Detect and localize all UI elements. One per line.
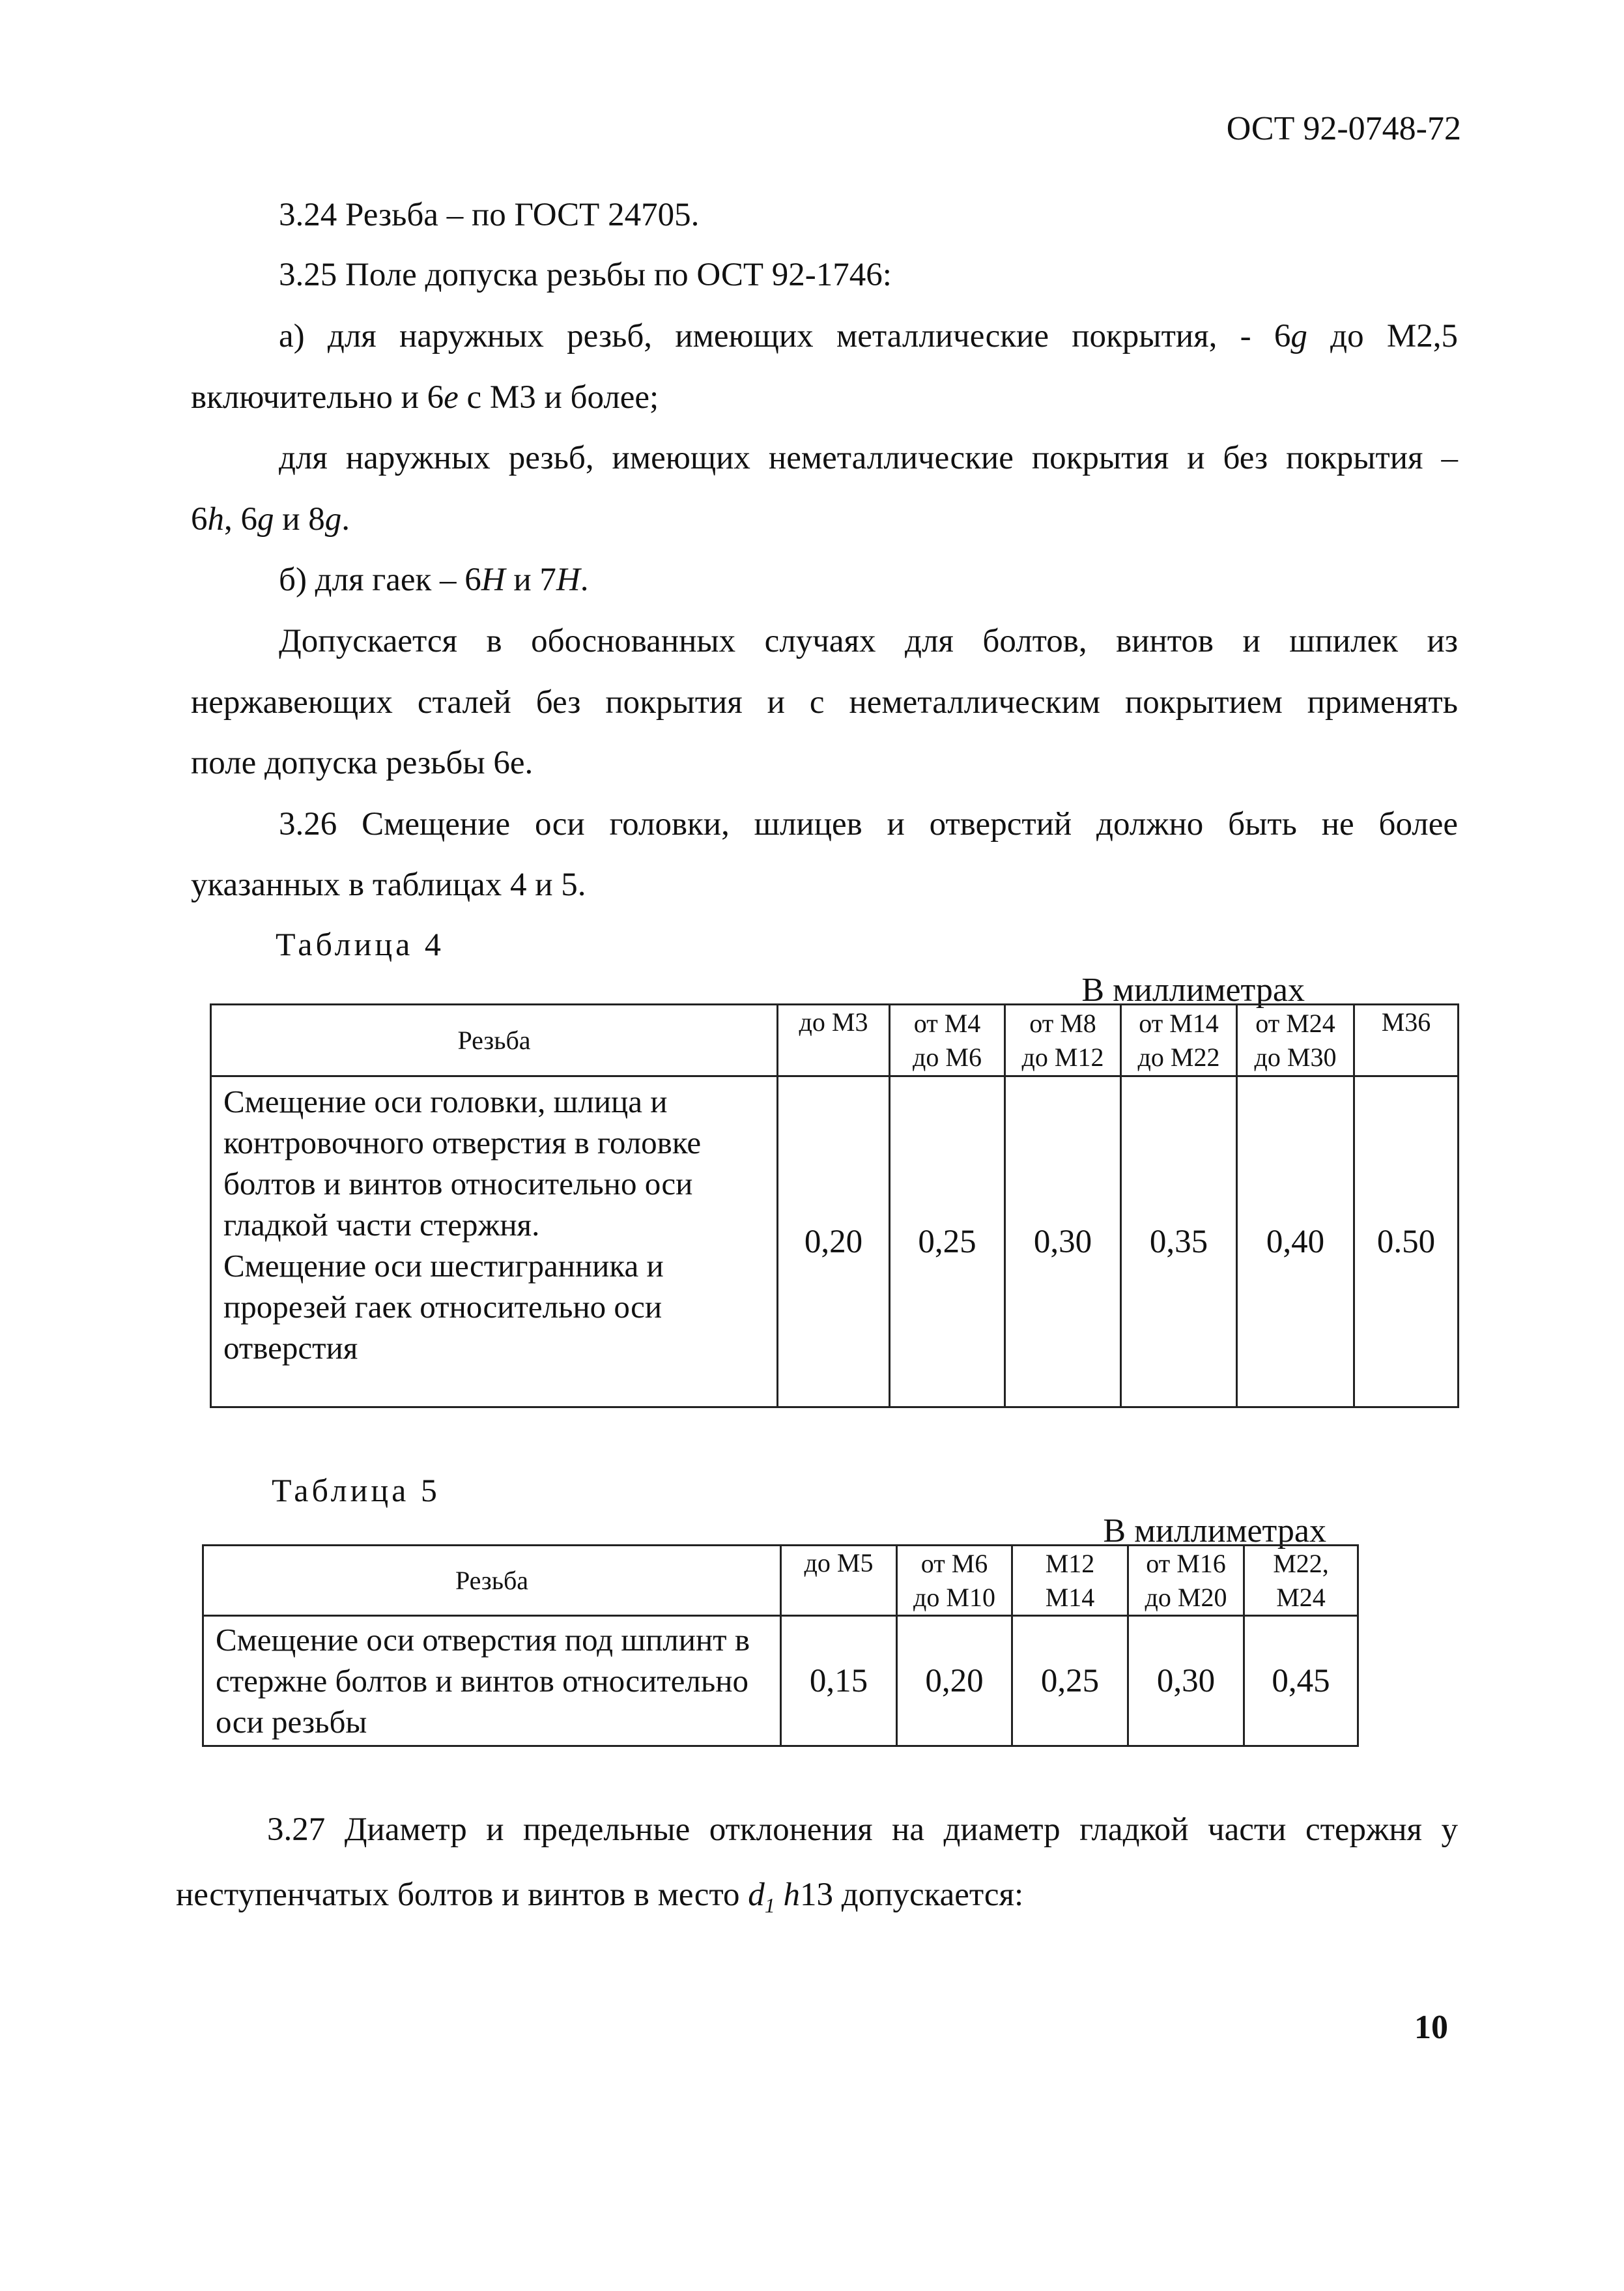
table-4-value: 0,20 xyxy=(778,1076,890,1407)
table-4-value: 0,30 xyxy=(1005,1076,1121,1407)
table-5-value: 0,15 xyxy=(781,1616,897,1746)
table-5-header-cell: от М6 до М10 xyxy=(897,1546,1012,1616)
table-4-header-cell: М36 xyxy=(1354,1005,1459,1076)
table-5-value: 0,20 xyxy=(897,1616,1012,1746)
paragraph-3-24: 3.24 Резьба – по ГОСТ 24705. xyxy=(279,197,700,233)
paragraph-allow-line-1: Допускается в обоснованных случаях для болтов, винтов и шпилек из xyxy=(279,623,1458,659)
table-4-header-row xyxy=(211,1005,1459,1076)
table-5 xyxy=(202,1544,1359,1747)
table-4-units: В миллиметрах xyxy=(1081,972,1305,1009)
paragraph-3-26-line-1: 3.26 Смещение оси головки, шлицев и отверстий должно быть не более xyxy=(279,806,1458,843)
table-5-header-cell: Резьба xyxy=(203,1546,781,1616)
paragraph-nonmetal-line-1: для наружных резьб, имеющих неметаллические покрытия и без покрытия – xyxy=(279,440,1458,476)
table-5-data-row xyxy=(203,1616,1358,1746)
table-5-header-cell: до М5 xyxy=(781,1546,897,1616)
table-4-header-cell: от М8 до М12 xyxy=(1005,1005,1121,1076)
table-5-header-row xyxy=(203,1546,1358,1616)
table-4-header-cell: до М3 xyxy=(778,1005,890,1076)
table-4-value: 0,35 xyxy=(1121,1076,1237,1407)
table-5-value: 0,45 xyxy=(1244,1616,1358,1746)
paragraph-b: б) для гаек – 6H и 7H. xyxy=(279,562,589,598)
table-4-caption: Таблица 4 xyxy=(276,926,444,962)
table-5-caption: Таблица 5 xyxy=(272,1472,440,1508)
table-5-value: 0,25 xyxy=(1012,1616,1128,1746)
table-5-row-label: Смещение оси отверстия под шплинт в стержне болтов и винтов относительно оси резьбы xyxy=(203,1616,781,1746)
table-5-header-cell: М22, М24 xyxy=(1244,1546,1358,1616)
paragraph-3-26-line-2: указанных в таблицах 4 и 5. xyxy=(191,867,586,903)
table-5-header-cell: М12 М14 xyxy=(1012,1546,1128,1616)
paragraph-allow-line-2: нержавеющих сталей без покрытия и с неметаллическим покрытием применять xyxy=(191,684,1458,721)
paragraph-3-27-line-1: 3.27 Диаметр и предельные отклонения на диаметр гладкой части стержня у xyxy=(267,1811,1458,1848)
paragraph-a-line-1: а) для наружных резьб, имеющих металлические покрытия, - 6g до М2,5 xyxy=(279,318,1458,354)
table-4-header-cell: от М14 до М22 xyxy=(1121,1005,1237,1076)
paragraph-3-27-line-2: неступенчатых болтов и винтов в место $d_1$ h13 допускается: xyxy=(176,1877,1024,1918)
paragraph-a-line-2: включительно и 6е с М3 и более; xyxy=(191,379,659,416)
document-code: ОСТ 92-0748-72 xyxy=(1226,110,1461,147)
paragraph-nonmetal-line-2: 6h, 6g и 8g. xyxy=(191,501,350,538)
table-5-value: 0,30 xyxy=(1128,1616,1244,1746)
table-4-value: 0,40 xyxy=(1237,1076,1354,1407)
paragraph-3-25: 3.25 Поле допуска резьбы по ОСТ 92-1746: xyxy=(279,257,892,293)
paragraph-allow-line-3: поле допуска резьбы 6е. xyxy=(191,745,534,781)
table-4-header-cell: Резьба xyxy=(211,1005,778,1076)
table-4-data-row xyxy=(211,1076,1459,1407)
table-4 xyxy=(210,1003,1459,1408)
page-number: 10 xyxy=(1414,2009,1448,2046)
table-4-header-cell: от М4 до М6 xyxy=(890,1005,1005,1076)
table-4-row-label: Смещение оси головки, шлица и контровочного отверстия в головке болтов и винтов относительно оси гладкой части стержня. Смещение оси шестигранника и прорезей гаек относительно оси отверстия xyxy=(211,1076,778,1407)
table-4-value: 0.50 xyxy=(1354,1076,1459,1407)
table-4-header-cell: от М24 до М30 xyxy=(1237,1005,1354,1076)
table-5-header-cell: от М16 до М20 xyxy=(1128,1546,1244,1616)
table-4-value: 0,25 xyxy=(890,1076,1005,1407)
table-5-units: В миллиметрах xyxy=(1103,1512,1326,1549)
